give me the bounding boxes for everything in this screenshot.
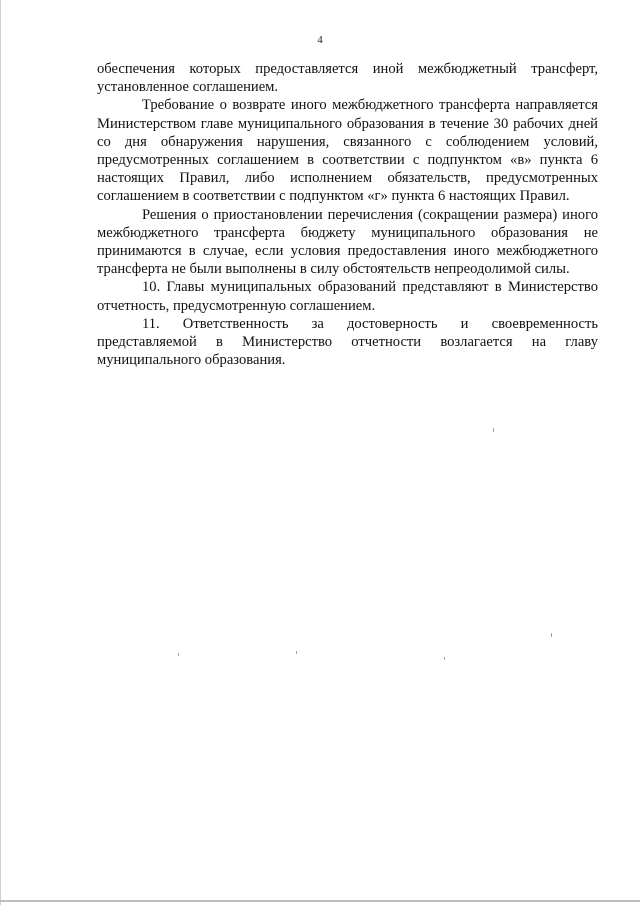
page-number: 4 — [317, 34, 323, 46]
scan-speck — [444, 657, 445, 660]
paragraph-suspension: Решения о приостановлении перечисления (сокращении размера) иного межбюджетного трансферта бюджету муниципального образования не принимаются в случае, если условия предоставления иного межбюджетного трансферта не были выполнены в силу обстоятельств непреодолимой силы. — [97, 206, 598, 278]
scan-left-edge — [0, 0, 1, 905]
scan-speck — [296, 651, 297, 654]
paragraph-continuation: обеспечения которых предоставляется иной межбюджетный трансферт, установленное соглашением. — [97, 61, 598, 96]
paragraph-item-10: 10. Главы муниципальных образований представляют в Министерство отчетность, предусмотренную соглашением. — [97, 279, 598, 314]
scan-speck — [493, 428, 494, 432]
body-text — [97, 60, 598, 369]
paragraph-return-requirement: Требование о возврате иного межбюджетного трансферта направляется Министерством главе муниципального образования в течение 30 рабочих дней со дня обнаружения нарушения, связанного с соблюдением условий, предусмотренных соглашением в соответствии с подпунктом «в» пункта 6 настоящих Правил, либо исполнением обязательств, предусмотренных соглашением в соответствии с подпунктом «г» пункта 6 настоящих Правил. — [97, 97, 598, 205]
scan-bottom-edge — [0, 900, 640, 902]
scan-speck — [178, 653, 179, 656]
paragraph-item-11: 11. Ответственность за достоверность и своевременность представляемой в Министерство отчетности возлагается на главу муниципального образования. — [97, 315, 598, 369]
scan-speck — [551, 633, 552, 637]
